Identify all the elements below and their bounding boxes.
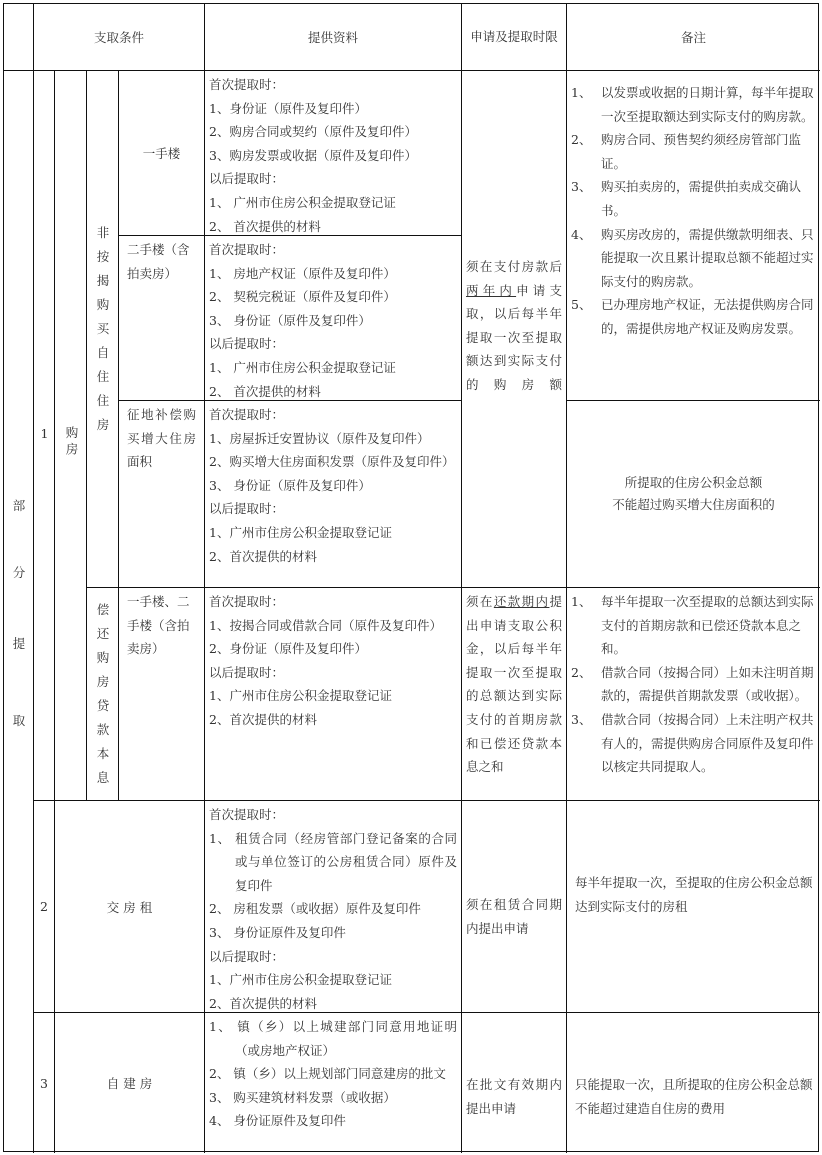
section-2-index: 2 bbox=[34, 801, 55, 1013]
remarks-rent: 每半年提取一次，至提取的住房公积金总额达到实际支付的房租 bbox=[567, 801, 820, 1013]
materials-loan-repayment: 首次提取时： 1、按揭合同或借款合同（原件及复印件） 2、身份证（原件及复印件） 以后提取时： 1、广州市住房公积金提取登记证 2、首次提供的材料 bbox=[205, 588, 462, 801]
remark-item: 3、 借款合同（按揭合同）上未注明产权共有人的，需提供购房合同原件及复印件以核定共同提取人。 bbox=[571, 711, 814, 775]
materials-rent: 首次提取时： 1、 租赁合同（经房管部门登记备案的合同或与单位签订的公房租赁合同）原件及复印件 2、 房租发票（或收据）原件及复印件 3、 身份证原件及复印件 以后提取时： 1、广州市住房公积金提取登记证 2、首次提供的材料 bbox=[205, 801, 462, 1013]
section-3-index: 3 bbox=[34, 1013, 55, 1153]
section-1-name bbox=[55, 71, 87, 801]
deadline-emphasis: 两年内 bbox=[466, 282, 517, 298]
type-first-hand: 一手楼 bbox=[119, 71, 205, 236]
remarks-loan-repayment bbox=[567, 588, 820, 801]
header-deadline: 申请及提取时限 bbox=[462, 4, 567, 71]
subgroup-name-vertical: 非 按 揭 购 买 自 住 住 房 bbox=[96, 225, 110, 432]
category-partial-withdrawal bbox=[4, 71, 34, 1153]
deadline-text: 须在支付房款后两年内申请支取，以后每半年提取一次至提取额达到实际支付的购房额 bbox=[466, 259, 562, 392]
type-first-second-hand: 一手楼、二手楼（含拍卖房） bbox=[119, 588, 205, 801]
remarks-list bbox=[567, 81, 814, 341]
remarks-list bbox=[567, 590, 814, 779]
section-3-name: 自 建 房 bbox=[55, 1013, 205, 1153]
materials-land-compensation: 首次提取时： 1、房屋拆迁安置协议（原件及复印件） 2、购买增大住房面积发票（原件及复印件） 3、 身份证（原件及复印件） 以后提取时： 1、广州市住房公积金提取登记证 2、首次提供的材料 bbox=[205, 401, 462, 588]
subgroup-loan-repayment bbox=[87, 588, 119, 801]
category-char: 部 bbox=[12, 498, 26, 513]
deadline-non-mortgage bbox=[462, 71, 567, 588]
subgroup-name-vertical: 偿 还 购 房 贷 款 本 息 bbox=[96, 602, 110, 785]
remark-item: 2、 购房合同、预售契约须经房管部门监证。 bbox=[571, 132, 802, 171]
header-materials: 提供资料 bbox=[205, 4, 462, 71]
section-name-text: 购房 bbox=[64, 426, 79, 459]
materials-self-build: 1、 镇（乡）以上城建部门同意用地证明（或房地产权证） 2、 镇（乡）以上规划部门同意建房的批文 3、 购买建筑材料发票（或收据） 4、 身份证原件及复印件 bbox=[205, 1013, 462, 1153]
remark-item: 2、 借款合同（按揭合同）上如未注明首期款的，需提供首期款发票（或收据）。 bbox=[571, 664, 814, 704]
remarks-non-mortgage bbox=[567, 71, 820, 401]
header-blank-cell bbox=[4, 4, 34, 71]
remark-item: 1、 每半年提取一次至提取的总额达到实际支付的首期房款和已偿还贷款本息之和。 bbox=[571, 594, 814, 657]
remark-item: 1、 以发票或收据的日期计算，每半年提取一次至提取额达到实际支付的购房款。 bbox=[571, 85, 814, 124]
materials-first-hand: 首次提取时： 1、身份证（原件及复印件） 2、购房合同或契约（原件及复印件） 3、购房发票或收据（原件及复印件） 以后提取时： 1、 广州市住房公积金提取登记证 2、 首次提供的材料 bbox=[205, 71, 462, 236]
deadline-rent: 须在租赁合同期内提出申请 bbox=[462, 801, 567, 1013]
deadline-loan-repayment: 须在还款期内提出申请支取公积金，以后每半年提取一次至提取的总额达到实际支付的首期房款和已偿还贷款本息之和 bbox=[462, 588, 567, 801]
category-char: 取 bbox=[12, 713, 26, 728]
type-second-hand: 二手楼（含拍卖房） bbox=[119, 236, 205, 401]
remark-item: 4、 购买房改房的，需提供缴款明细表、只能提取一次且累计提取总额不能超过实际支付的购房款。 bbox=[571, 226, 814, 289]
remark-item: 5、 已办理房地产权证，无法提供购房合同的，需提供房地产权证及购房发票。 bbox=[571, 297, 814, 336]
remarks-land-compensation: 所提取的住房公积金总额 不能超过购买增大住房面积的 bbox=[567, 401, 820, 588]
type-land-compensation: 征地补偿购买增大住房面积 bbox=[119, 401, 205, 588]
withdrawal-conditions-table bbox=[3, 3, 819, 1152]
header-condition: 支取条件 bbox=[34, 4, 205, 71]
remark-item: 3、 购买拍卖房的，需提供拍卖成交确认书。 bbox=[571, 179, 802, 218]
deadline-self-build: 在批文有效期内提出申请 bbox=[462, 1013, 567, 1153]
deadline-emphasis: 还款期内 bbox=[493, 594, 550, 609]
section-index-text: 1 bbox=[40, 426, 49, 441]
category-char: 分 bbox=[12, 565, 26, 580]
section-2-name: 交 房 租 bbox=[55, 801, 205, 1013]
subgroup-non-mortgage bbox=[87, 71, 119, 588]
section-1-index bbox=[34, 71, 55, 801]
materials-second-hand: 首次提取时： 1、 房地产权证（原件及复印件） 2、 契税完税证（原件及复印件） 3、 身份证（原件及复印件） 以后提取时： 1、 广州市住房公积金提取登记证 2、 首次提供的材料 bbox=[205, 236, 462, 401]
category-char: 提 bbox=[12, 636, 26, 651]
header-remarks: 备注 bbox=[567, 4, 820, 71]
remarks-self-build: 只能提取一次，且所提取的住房公积金总额不能超过建造自住房的费用 bbox=[575, 1077, 813, 1116]
